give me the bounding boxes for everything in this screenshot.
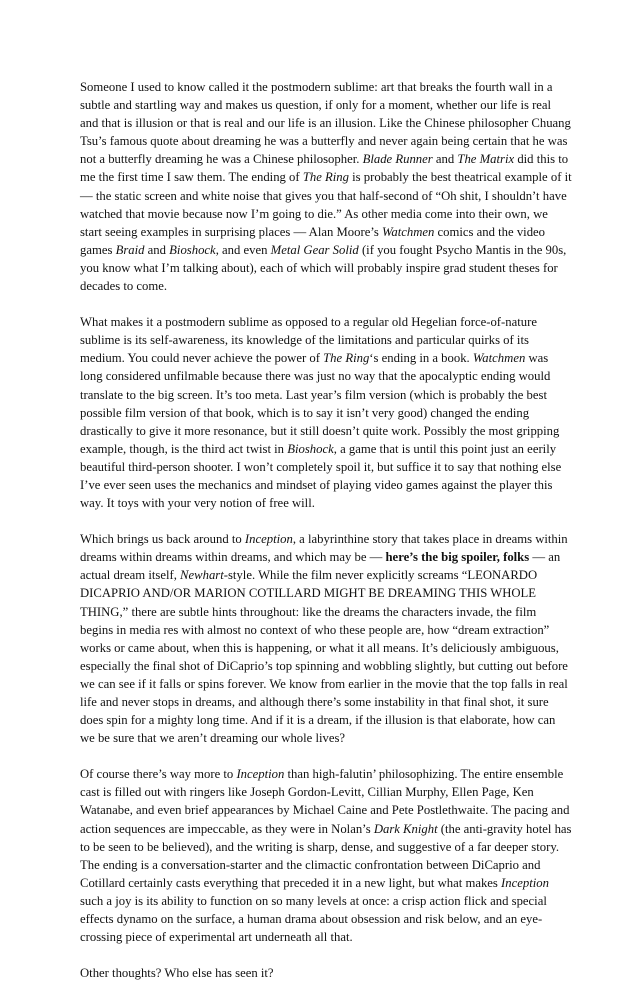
paragraph-closing-question: Other thoughts? Who else has seen it? <box>80 966 274 981</box>
paragraph-inception-dreams: Which brings us back around to Inception, a labyrinthine story that takes place in dreams within dreams within dreams within dreams, and which may be — here’s the big spoiler, folks — an actual dream itself, Newhart-style. While the film never explicitly screams “LEONARDO DICAPRIO AND/OR MARION COTILLARD MIGHT BE DREAMING THIS WHOLE THING,” there are subtle hints throughout: like the dreams the characters invade, the film begins in media res with almost no context of who these people are, how “dream extraction” works or came about, when this is happening, or what it all means. It’s deliciously ambiguous, especially the final shot of DiCaprio’s top spinning and wobbling slightly, but cutting out before we can see if it falls or spins forever. We know from earlier in the movie that the top falls in real life and never stops in dreams, and although there’s some instability in that final shot, it sure does spin for a mighty long time. And if it is a dream, if the illusion is that elaborate, how can we be sure that we aren’t dreaming our whole lives? <box>80 532 568 746</box>
italic-title: Newhart <box>180 568 224 583</box>
bold-emphasis: here’s the big spoiler, folks <box>385 550 530 565</box>
italic-title: Inception <box>244 532 293 547</box>
italic-title: The Ring <box>302 170 349 185</box>
paragraph-postmodern-sublime: Someone I used to know called it the postmodern sublime: art that breaks the fourth wall in a subtle and startling way and makes us question, if only for a moment, whether our life is real and that is illusion or that is real and our life is an illusion. Like the Chinese philosopher Chuang Tsu’s famous quote about dreaming he was a butterfly and never again being certain that he was not a butterfly dreaming he was a Chinese philosopher. Blade Runner and The Matrix did this to me the first time I saw them. The ending of The Ring is probably the best theatrical example of it — the static screen and white noise that gives you that half-second of “Oh shit, I shouldn’t have watched that movie because now I’m going to die.” As other media come into their own, we start seeing examples in surprising places — Alan Moore’s Watchmen comics and the video games Braid and Bioshock, and even Metal Gear Solid (if you fought Psycho Mantis in the 90s, you know what I’m talking about), each of which will probably inspire grad student theses for decades to come. <box>80 80 572 294</box>
italic-title: Inception <box>236 767 285 782</box>
italic-title: The Matrix <box>457 152 515 167</box>
italic-title: Dark Knight <box>373 821 438 836</box>
paragraph-inception-cast: Of course there’s way more to Inception than high-falutin’ philosophizing. The entire ensemble cast is filled out with ringers like Joseph Gordon-Levitt, Cillian Murphy, Ellen Page, Ken Watanabe, and even brief appearances by Michael Caine and Pete Postlethwaite. The pacing and action sequences are impeccable, as they were in Nolan’s Dark Knight (the anti-gravity hotel has to be seen to be believed), and the writing is sharp, dense, and suggestive of a far deeper story. The ending is a conversation-starter and the climactic confrontation between DiCaprio and Cotillard certainly casts everything that preceded it in a new light, but what makes Inception such a joy is its ability to function on so many levels at once: a crisp action flick and special effects dynamo on the surface, a human drama about obsession and risk below, and an eye-crossing piece of experimental art underneath all that. <box>80 767 572 945</box>
italic-title: Watchmen <box>472 351 526 366</box>
italic-title: The Ring <box>323 351 370 366</box>
italic-title: Braid <box>115 242 145 257</box>
italic-title: Bioshock <box>169 242 216 257</box>
italic-title: Inception <box>501 875 549 890</box>
italic-title: Metal Gear Solid <box>270 242 359 257</box>
italic-title: Watchmen <box>381 224 435 239</box>
italic-title: Blade Runner <box>362 152 433 167</box>
paragraph-self-awareness: What makes it a postmodern sublime as opposed to a regular old Hegelian force-of-nature sublime is its self-awareness, its knowledge of the limitations and particular quirks of its medium. You could never achieve the power of The Ring‘s ending in a book. Watchmen was long considered unfilmable because there was just no way that the apocalyptic ending would translate to the big screen. It’s too meta. Last year’s film version (which is probably the best possible film version of that book, which is to say it isn’t very good) changed the ending drastically to give it more resonance, but it still doesn’t quite work. Possibly the most gripping example, though, is the third act twist in Bioshock, a game that is until this point just an eerily beautiful third-person shooter. I won’t completely spoil it, but suffice it to say that nothing else I’ve ever seen uses the mechanics and mindset of playing video games against the player this way. It toys with your very notion of free will. <box>80 315 562 511</box>
italic-title: Bioshock <box>287 441 334 456</box>
